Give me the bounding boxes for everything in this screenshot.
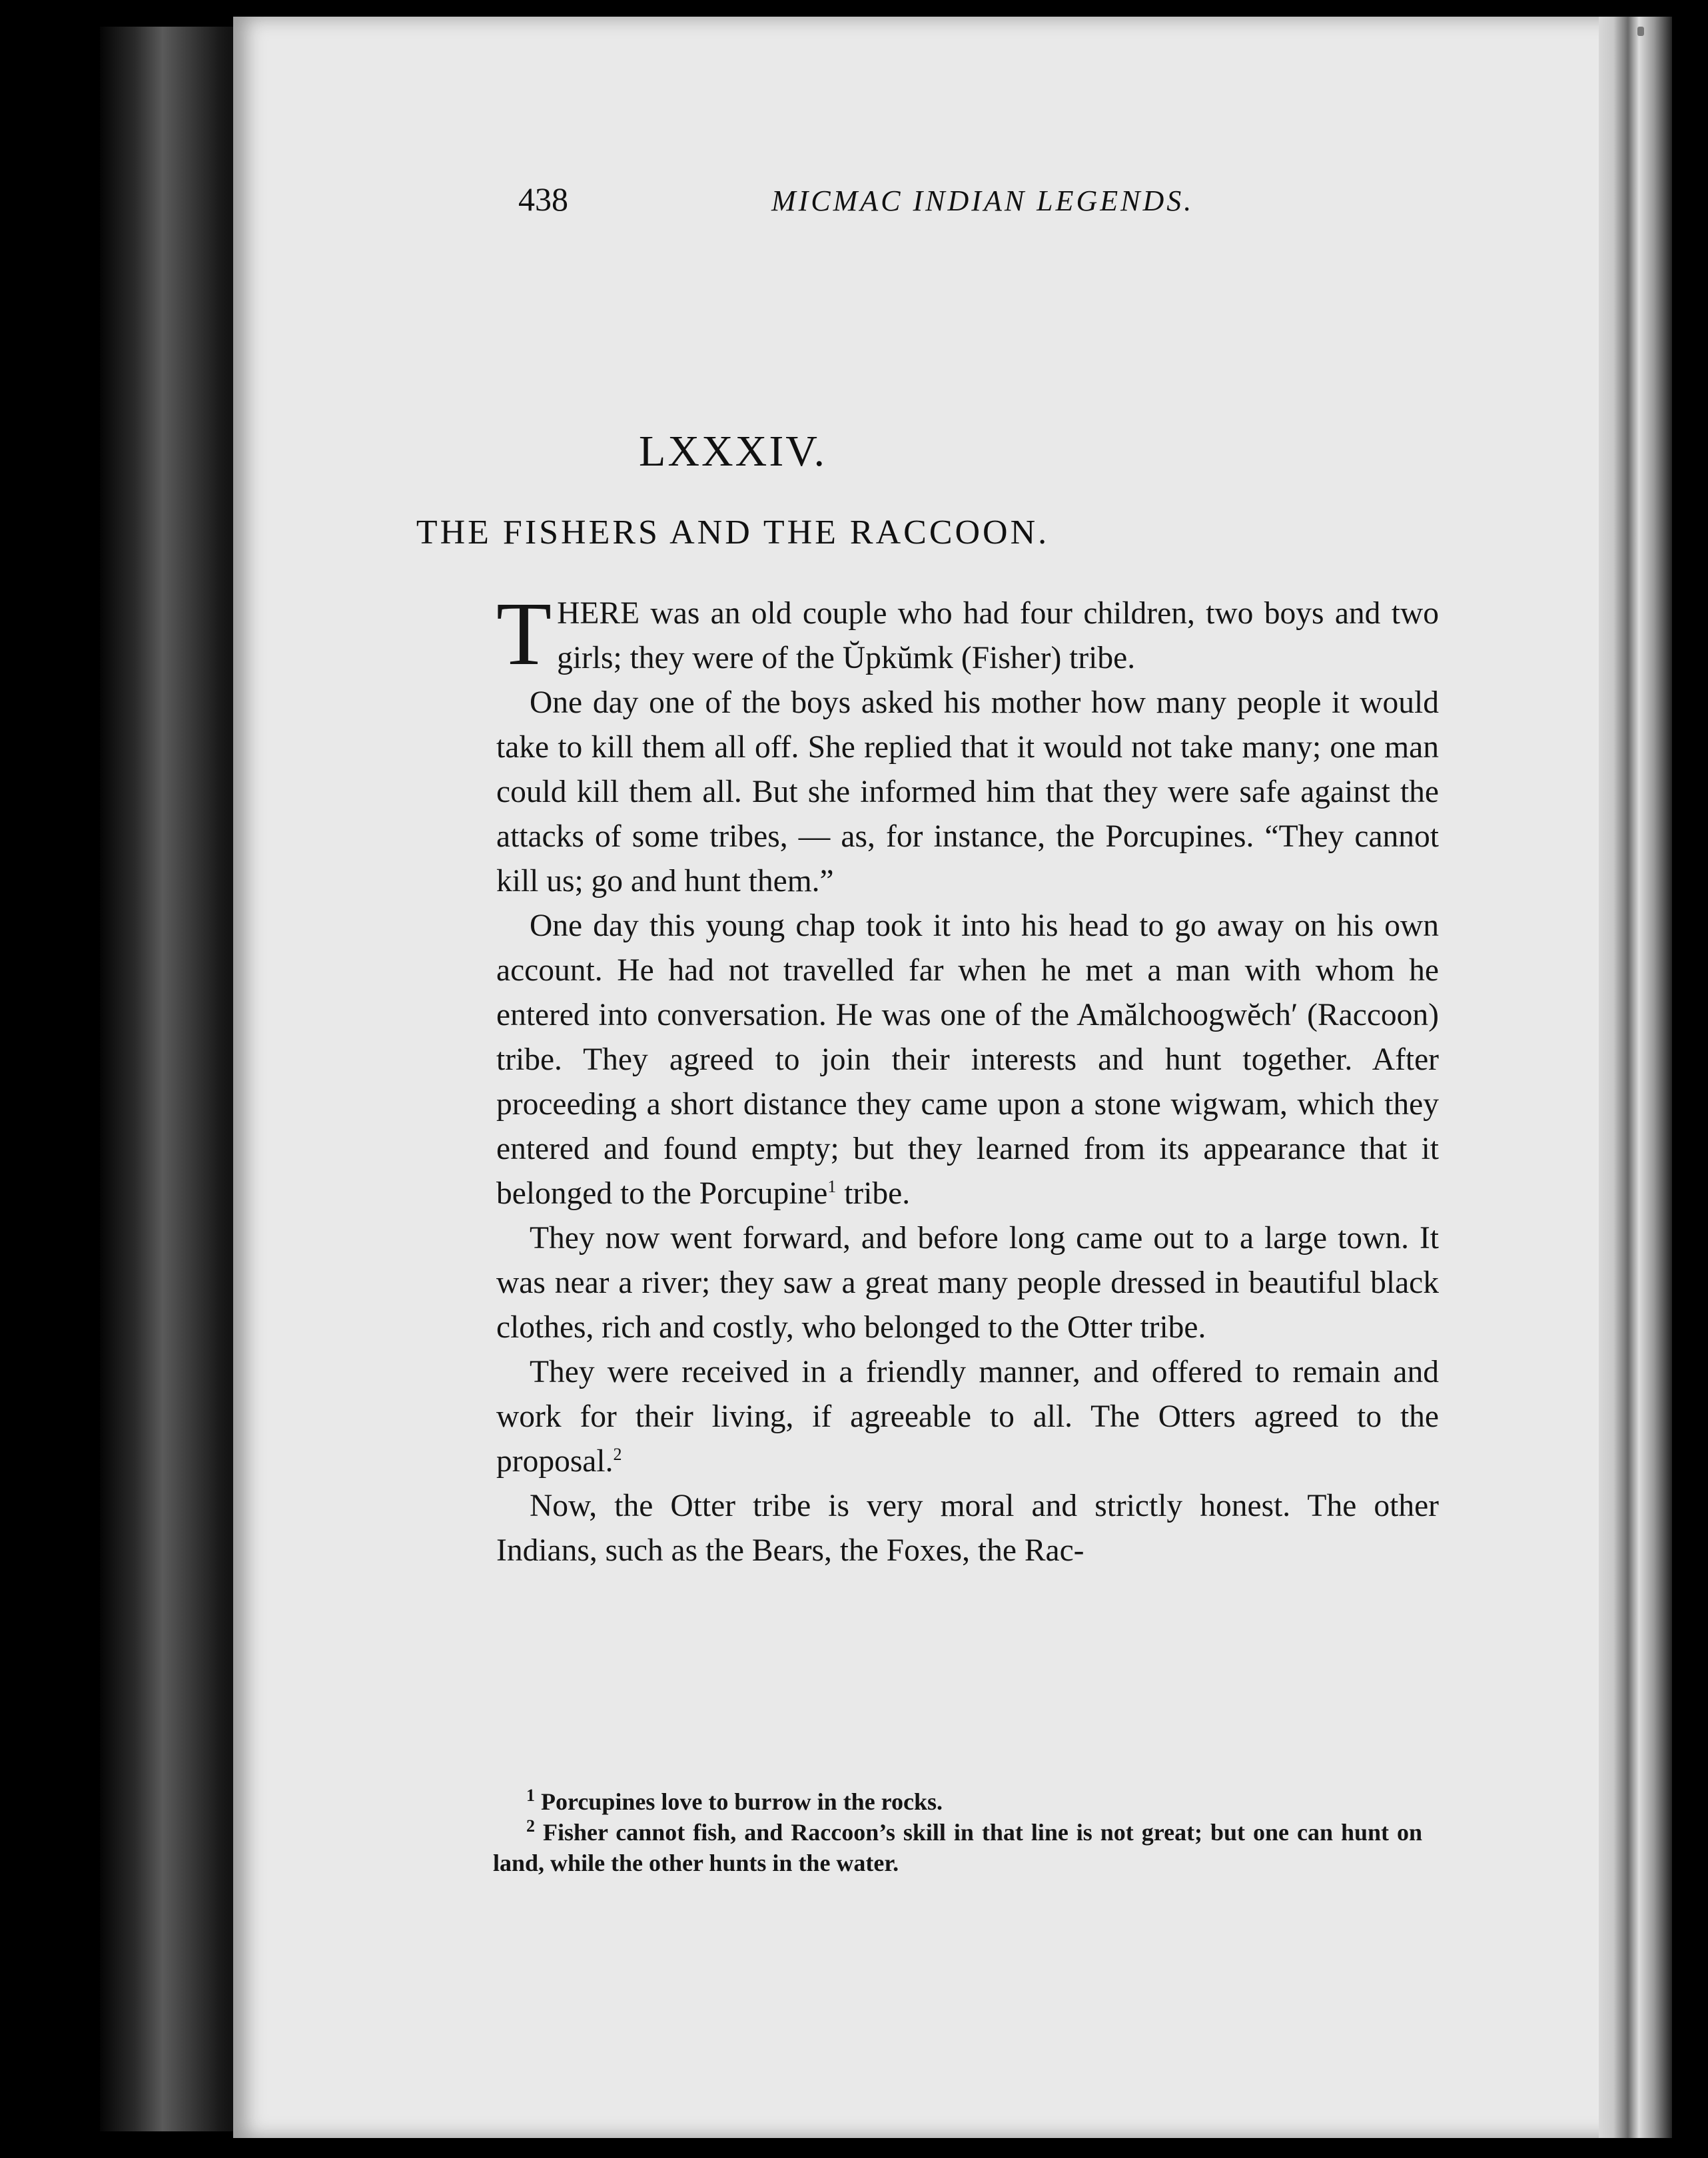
body-text (496, 584, 1439, 1573)
running-header (518, 180, 1224, 233)
footnote-mark: 2 (526, 1816, 535, 1836)
paragraph-text: They were received in a friendly manner, and offered to remain and work for their living, if agreeable to all. The Otters agreed to the proposal. (496, 1355, 1439, 1479)
paragraph-text: One day one of the boys asked his mother how many people it would take to kill them all off. She replied that it would not take many; one man could kill them all. But she informed him that they were safe against the attacks of some tribes, — as, for instance, the Porcupines. “They cannot kill us; go and hunt them.” (496, 685, 1439, 899)
running-title: MICMAC INDIAN LEGENDS. (771, 184, 1194, 217)
paragraph (496, 584, 1439, 684)
paragraph-text: Now, the Otter tribe is very moral and strictly honest. The other Indians, such as the Bears, the Foxes, the Rac- (496, 1489, 1439, 1568)
chapter-title: THE FISHERS AND THE RACCOON. (416, 514, 1050, 551)
footnote (493, 1817, 1422, 1878)
paragraph (496, 1216, 1439, 1350)
paragraph-text: One day this young chap took it into his head to go away on his own account. He had not travelled far when he met a man with whom he entered into conversation. He was one of the Amălchoogwĕch′ (Raccoon) tribe. They agreed to join their interests and hunt together. After proceeding a short distance they came upon a stone wigwam, which they entered and found empty; but they learned from its appearance that it belonged to the Porcupine (496, 908, 1439, 1211)
footnote-text: Fisher cannot fish, and Raccoon’s skill in that line is not great; but one can hunt on land, while the other hunts in the water. (493, 1819, 1422, 1876)
book-spine (100, 27, 240, 2131)
footnote (493, 1786, 1422, 1817)
paragraph-text: They now went forward, and before long came out to a large town. It was near a river; they saw a great many people dressed in beautiful black clothes, rich and costly, who belonged to the Otter tribe. (496, 1221, 1439, 1345)
page-edge (1599, 17, 1672, 2138)
paragraph (496, 904, 1439, 1216)
footnotes (493, 1786, 1422, 1878)
footnote-text: Porcupines love to burrow in the rocks. (535, 1788, 943, 1815)
drop-cap: T (496, 584, 552, 684)
footnote-ref: 1 (827, 1177, 837, 1197)
paragraph-text: tribe. (836, 1176, 911, 1211)
paragraph-text: HERE was an old couple who had four children, two boys and two girls; they were of the Ŭpkŭmk (Fisher) tribe. (557, 596, 1439, 675)
page-number: 438 (518, 180, 568, 218)
paragraph (496, 1484, 1439, 1573)
footnote-ref: 2 (613, 1445, 622, 1465)
chapter-number: LXXXIV. (639, 427, 827, 476)
paragraph (496, 1350, 1439, 1484)
footnote-mark: 1 (526, 1786, 535, 1805)
paragraph (496, 681, 1439, 904)
scan-speck (1637, 27, 1644, 36)
